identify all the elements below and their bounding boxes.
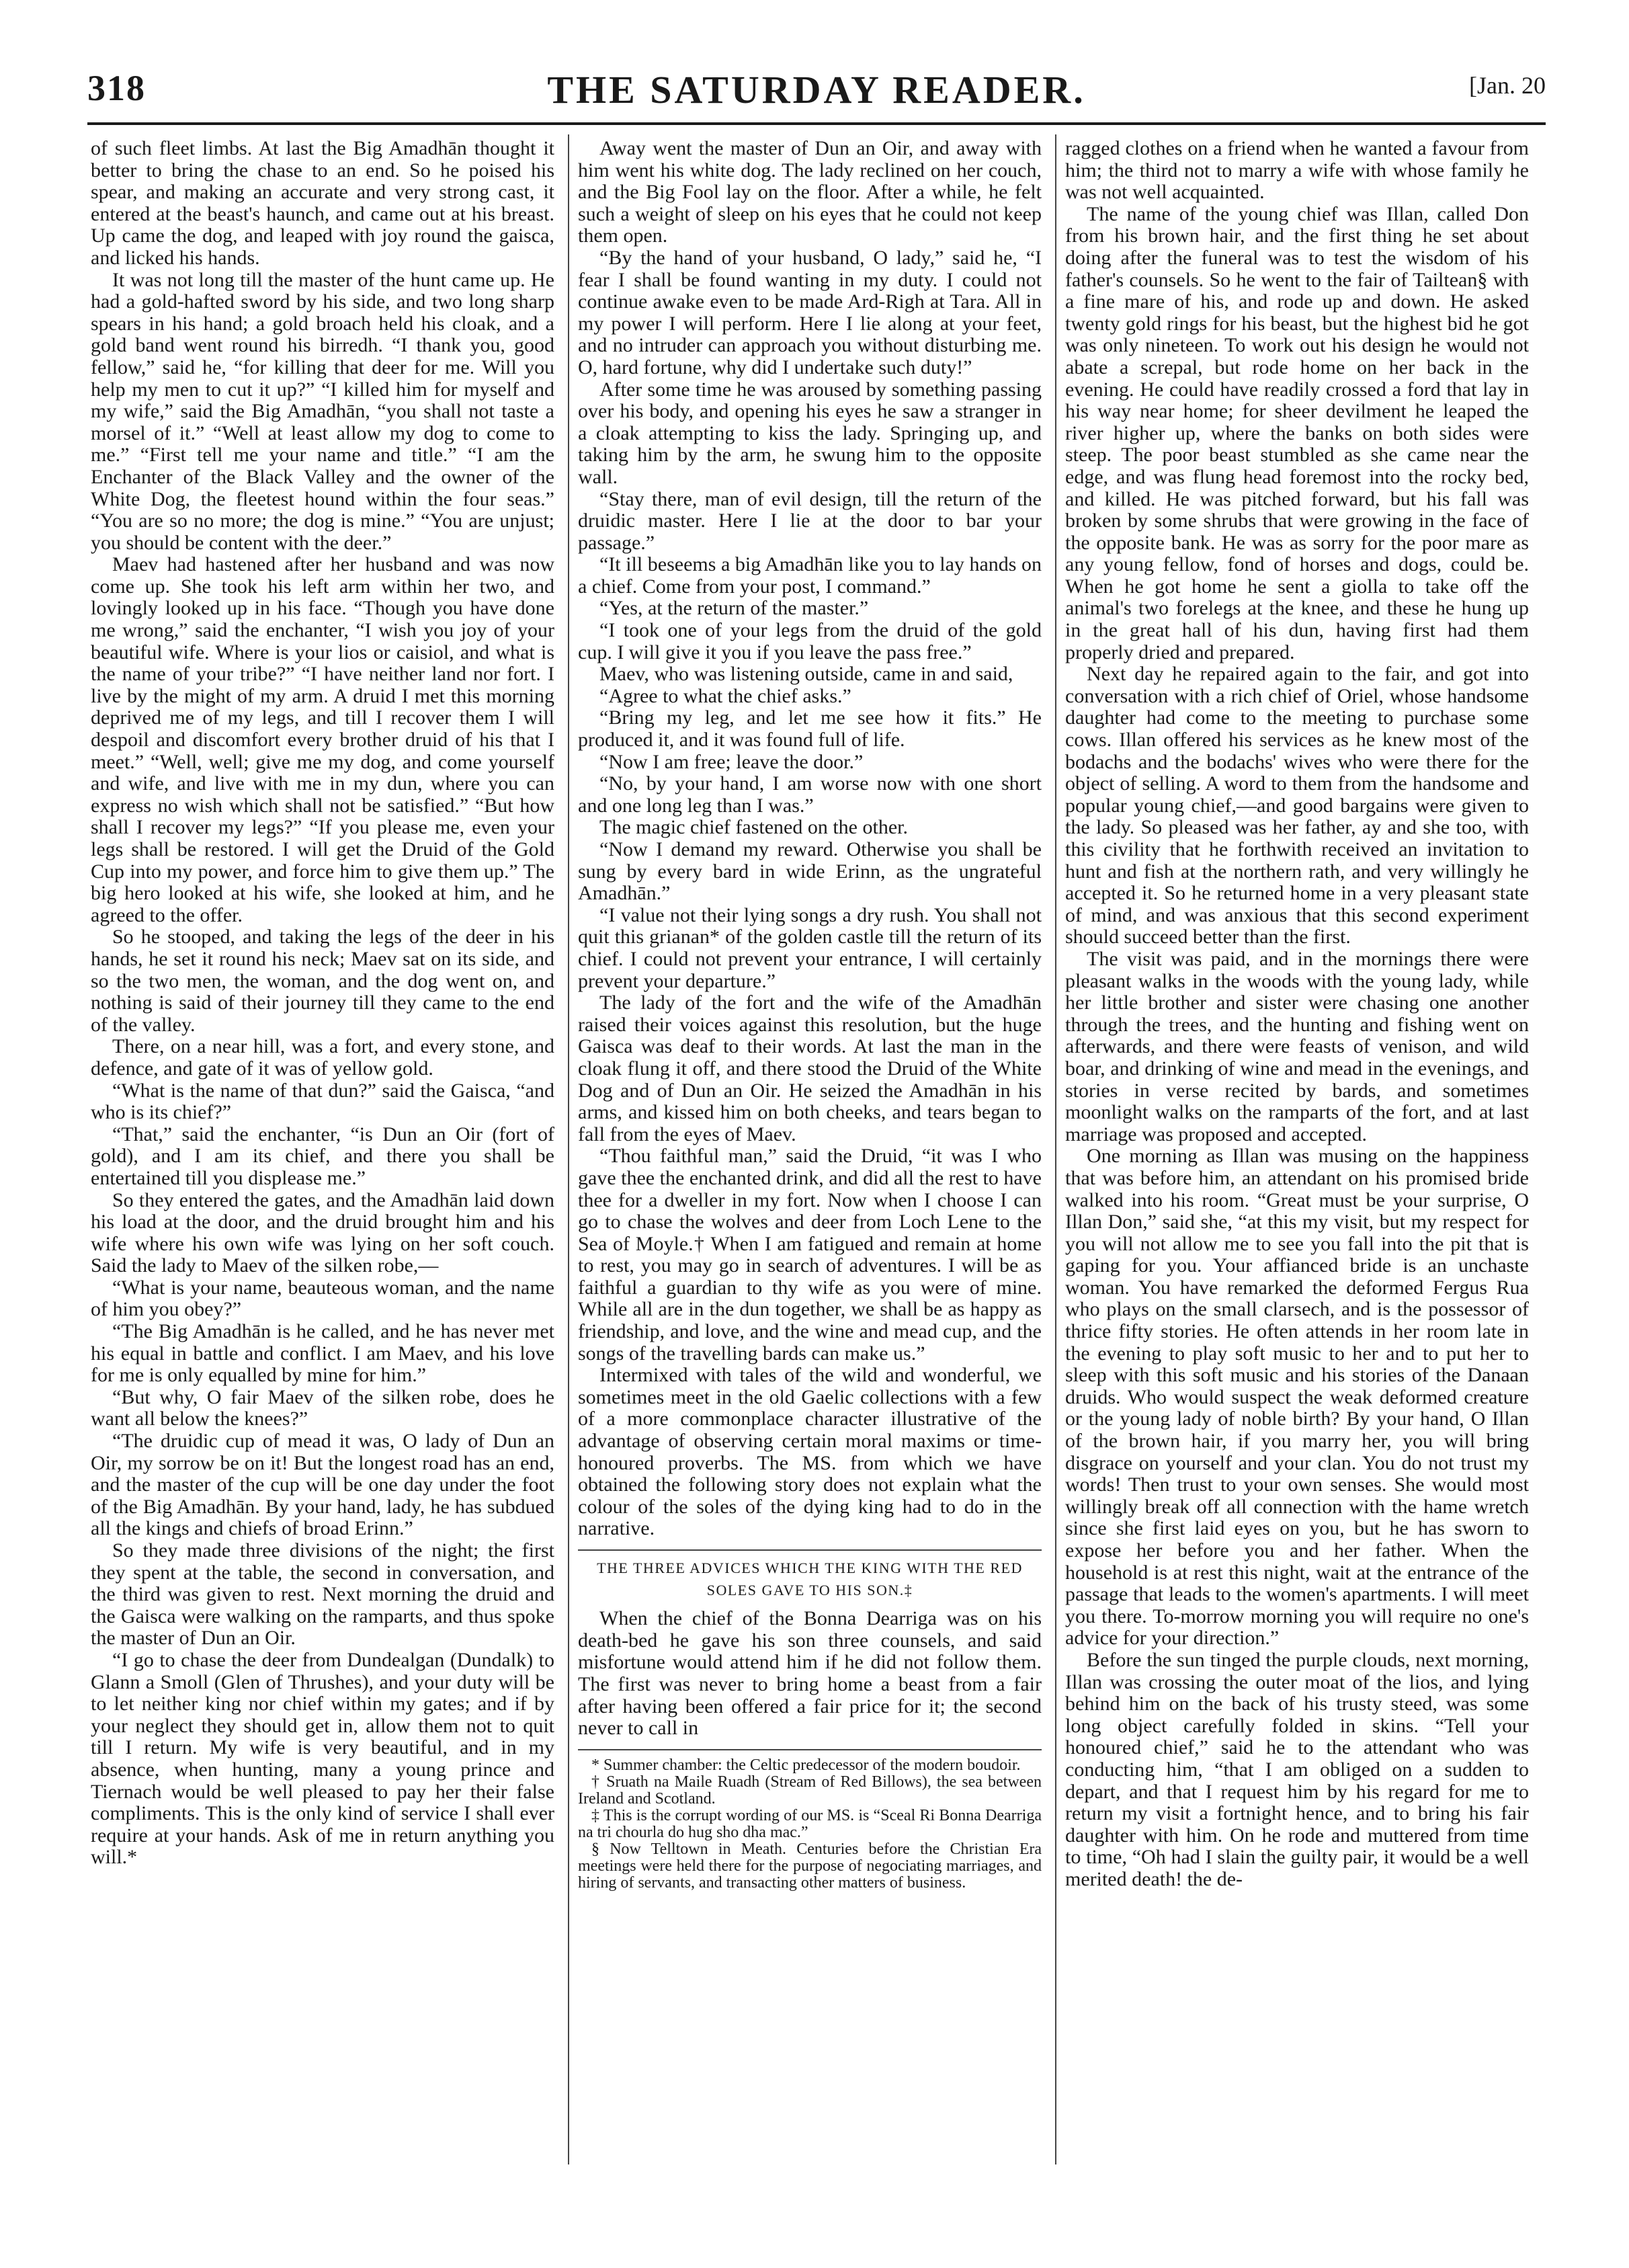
paragraph: “By the hand of your husband, O lady,” said he, “I fear I shall be found wanting in my duty. I could not continue awake even to be made Ard-Righ at Tara. All in my power I will perform. Here I lie along at your feet, and no intruder can approach you without disturbing me. O, hard fortune, why did I undertake such duty!” <box>578 246 1042 378</box>
paragraph: “The druidic cup of mead it was, O lady of Dun an Oir, my sorrow be on it! But the longest road has an end, and the master of the cup will be one day under the foot of the Big Amadhān. By your hand, lady, he has subdued all the kings and chiefs of broad Erinn.” <box>91 1430 554 1540</box>
column-divider <box>568 134 569 2164</box>
paragraph: Next day he repaired again to the fair, and got into conversation with a rich chief of Oriel, whose handsome daughter had come to the meeting to purchase some cows. Illan offered his services as he knew most of the bodachs and the bodachs' wives who were there for the object of selling. A word to them from the handsome and popular young chief,—and good bargains were given to the lady. So pleased was her father, ay and she too, with this civility that he forthwith received an invitation to hunt and fish at the northern rath, and very willingly he accepted it. So he returned home in a very pleasant state of mind, and was anxious that this second experiment should succeed better than the first. <box>1065 663 1529 948</box>
section-rule <box>578 1549 1042 1551</box>
paragraph: “It ill beseems a big Amadhān like you to lay hands on a chief. Come from your post, I command.” <box>578 553 1042 598</box>
footnote: § Now Telltown in Meath. Centuries before the Christian Era meetings were held there for the purpose of negociating marriages, and hiring of servants, and transacting other matters of business. <box>578 1840 1042 1892</box>
paragraph: “I took one of your legs from the druid of the gold cup. I will give it you if you leave the pass free.” <box>578 619 1042 663</box>
paragraph: “Now I demand my reward. Otherwise you shall be sung by every bard in wide Erinn, as the ungrateful Amadhān.” <box>578 838 1042 905</box>
paragraph: So he stooped, and taking the legs of the deer in his hands, he set it round his neck; Maev sat on its side, and so the two men, the woman, and the dog went on, and nothing is said of their journey till they came to the end of the valley. <box>91 926 554 1036</box>
paragraph: “But why, O fair Maev of the silken robe, does he want all below the knees?” <box>91 1385 554 1430</box>
paragraph: Maev, who was listening outside, came in and said, <box>599 663 1013 686</box>
footnote-rule <box>578 1749 1042 1750</box>
paragraph: The magic chief fastened on the other. <box>599 816 908 839</box>
paragraph: Away went the master of Dun an Oir, and away with him went his white dog. The lady reclined on her couch, and the Big Fool lay on the floor. After a while, he felt such a weight of sleep on his eyes that he could not keep them open. <box>578 138 1042 247</box>
paragraph: Intermixed with tales of the wild and wonderful, we sometimes meet in the old Gaelic collections with a few of a more commonplace character illustrative of the advantage of observing certain moral maxims or time-honoured proverbs. The MS. from which we have obtained the following story does not explain what the colour of the soles of the dying king had to do in the narrative. <box>578 1364 1042 1540</box>
paragraph: The name of the young chief was Illan, called Don from his brown hair, and the first thing he set about doing after the funeral was to test the wisdom of his father's counsels. So he went to the fair of Tailtean§ with a fine mare of his, and rode up and down. He asked twenty gold rings for his beast, but the highest bid he got was only nineteen. To work out his design he would not abate a screpal, but rode home on her back in the evening. He could have readily crossed a ford that lay in his way near home; for sheer devilment he leaped the river higher up, where the banks on both sides were steep. The poor beast stumbled as she came near the edge, and was flung head foremost into the rocky bed, and killed. He was pitched forward, but his fall was broken by some shrubs that were growing in the face of the opposite bank. He was as sorry for the poor mare as any young fellow, fond of horses and dogs, could be. When he got home he sent a giolla to take off the animal's two forelegs at the knee, and these he hung up in the great hall of his dun, having first had them properly dried and prepared. <box>1065 202 1529 663</box>
masthead <box>87 67 1546 114</box>
paragraph: After some time he was aroused by something passing over his body, and opening his eyes he saw a stranger in a cloak attempting to kiss the lady. Springing up, and taking him by the arm, he swung him to the opposite wall. <box>578 378 1042 488</box>
column-1 <box>91 138 554 2154</box>
column-divider <box>1055 134 1056 2164</box>
section-heading: THE THREE ADVICES WHICH THE KING WITH THE RED SOLES GAVE TO HIS SON.‡ <box>597 1560 1023 1598</box>
page-number: 318 <box>87 68 146 108</box>
paragraph: The visit was paid, and in the mornings there were pleasant walks in the woods with the young lady, while her little brother and sister were chasing one another through the trees, and the hunting and fishing went on afterwards, and there were feasts of venison, and wild boar, and drinking of wine and mead in the evenings, and stories in verse recited by bards, and sometimes moonlight walks on the ramparts of the fort, and at last marriage was proposed and accepted. <box>1065 947 1529 1145</box>
paragraph: There, on a near hill, was a fort, and every stone, and defence, and gate of it was of yellow gold. <box>91 1035 554 1080</box>
paragraph: “I value not their lying songs a dry rush. You shall not quit this grianan* of the golden castle till the return of its chief. I could not prevent your entrance, I will certainly prevent your departure.” <box>578 903 1042 992</box>
paragraph: “Yes, at the return of the master.” <box>599 597 869 620</box>
header-rule <box>87 122 1546 125</box>
paragraph: “Now I am free; leave the door.” <box>599 750 864 773</box>
paragraph: “The Big Amadhān is he called, and he has never met his equal in battle and conflict. I am Maev, and his love for me is only equalled by mine for him.” <box>91 1320 554 1387</box>
paragraph: “That,” said the enchanter, “is Dun an Oir (fort of gold), and I am its chief, and there you shall be entertained till you displease me.” <box>91 1123 554 1189</box>
paragraph: The lady of the fort and the wife of the Amadhān raised their voices against this resolution, but the huge Gaisca was deaf to their words. At last the man in the cloak flung it off, and there stood the Druid of the White Dog and of Dun an Oir. He seized the Amadhān in his arms, and kissed him on both cheeks, and tears began to fall from the eyes of Maev. <box>578 991 1042 1145</box>
issue-date: [Jan. 20 <box>1469 72 1546 99</box>
paragraph: “Thou faithful man,” said the Druid, “it was I who gave thee the enchanted drink, and did all the rest to have thee for a dweller in my fort. Now when I choose I can go to chase the wolves and deer from Loch Lene to the Sea of Moyle.† When I am fatigued and remain at home to rest, you may go in search of adventures. I will be as faithful a guardian to thy wife as you were of mine. While all are in the dun together, we shall be as happy as friendship, and love, and the wine and mead cup, and the songs of the travelling bards can make us.” <box>578 1145 1042 1365</box>
column-2 <box>578 138 1042 2154</box>
paragraph: One morning as Illan was musing on the happiness that was before him, an attendant on his promised bride walked into his room. “Great must be your surprise, O Illan Don,” said she, “at this my visit, but my respect for you will not allow me to see you fall into the pit that is gaping for you. Your affianced bride is an unchaste woman. You have remarked the deformed Fergus Rua who plays on the small clarsech, and is the possessor of thrice fifty stories. He often attends in her room late in the evening to play soft music to her and to put her to sleep with this soft music and his stories of the Danaan druids. Who would suspect the weak deformed creature or the young lady of noble birth? By your hand, O Illan of the brown hair, if you marry her, you will bring disgrace on yourself and your clan. You do not trust my words! Then trust to your own senses. She would most willingly break off all connection with the hame wretch since she first laid eyes on you, but he has sworn to expose her before you and her father. When the household is at rest this night, wait at the entrance of the passage that leads to the women's apartments. I will meet you there. To-morrow morning you will require no one's advice for your direction.” <box>1065 1145 1529 1650</box>
paragraph: So they made three divisions of the night; the first they spent at the table, the second in conversation, and the third was given to rest. Next morning the druid and the Gaisca were walking on the ramparts, and thus spoke the master of Dun an Oir. <box>91 1539 554 1650</box>
paragraph: So they entered the gates, and the Amadhān laid down his load at the door, and the druid brought him and his wife where his own wife was lying on her soft couch. Said the lady to Maev of the silken robe,— <box>91 1188 554 1277</box>
paragraph: “What is the name of that dun?” said the Gaisca, “and who is its chief?” <box>91 1079 554 1124</box>
publication-title: THE SATURDAY READER. <box>547 68 1086 112</box>
paragraph: of such fleet limbs. At last the Big Amadhān thought it better to bring the chase to an end. So he poised his spear, and making an accurate and very strong cast, it entered at the beast's haunch, and came out at his breast. Up came the dog, and leaped with joy round the gaisca, and licked his hands. <box>91 138 554 269</box>
paragraph: “Bring my leg, and let me see how it fits.” He produced it, and it was found full of life. <box>578 706 1042 752</box>
paragraph: Maev had hastened after her husband and was now come up. She took his left arm within her two, and lovingly looked up in his face. “Though you have done me wrong,” said the enchanter, “I wish you joy of your beautiful wife. Where is your lios or caisiol, and what is the name of your tribe?” “I have neither land nor fort. I live by the might of my arm. A druid I met this morning deprived me of my legs, and till I recover them I will despoil and discomfort every brother druid of his that I meet.” “Well, well; give me my dog, and come yourself and wife, and live with me in my dun, where you can express no wish which shall not be satisfied.” “But how shall I recover my legs?” “If you please me, even your legs shall be restored. I will get the Druid of the Gold Cup into my power, and force him to give them up.” The big hero looked at his wife, she looked at him, and he agreed to the offer. <box>91 553 554 926</box>
column-3 <box>1065 138 1529 2154</box>
footnote: ‡ This is the corrupt wording of our MS. is “Sceal Ri Bonna Dearriga na tri chourla do hug sho dha mac.” <box>578 1806 1042 1841</box>
paragraph: ragged clothes on a friend when he wanted a favour from him; the third not to marry a wife with whose family he was not well acquainted. <box>1065 138 1529 204</box>
paragraph: “Stay there, man of evil design, till the return of the druidic master. Here I lie at the door to bar your passage.” <box>578 487 1042 554</box>
paragraph: When the chief of the Bonna Dearriga was on his death-bed he gave his son three counsels, and said misfortune would attend him if he did not follow them. The first was never to bring home a beast from a fair after having been offered a fair price for it; the second never to call in <box>578 1607 1042 1740</box>
paragraph: “I go to chase the deer from Dundealgan (Dundalk) to Glann a Smoll (Glen of Thrushes), and your duty will be to let neither king nor chief within my gates; and if by your neglect they should get in, allow them not to quit till I return. My wife is very beautiful, and in my absence, when hunting, many a young prince and Tiernach would be well pleased to pay her their false compliments. This is the only kind of service I shall ever require at your hands. Ask of me in return anything you will.* <box>91 1648 554 1869</box>
footnote: * Summer chamber: the Celtic predecessor of the modern boudoir. <box>591 1756 1021 1774</box>
paragraph: “No, by your hand, I am worse now with one short and one long leg than I was.” <box>578 772 1042 817</box>
paragraph: “What is your name, beauteous woman, and the name of him you obey?” <box>91 1276 554 1321</box>
paragraph: Before the sun tinged the purple clouds, next morning, Illan was crossing the outer moat of the lios, and lying behind him on the back of his trusty steed, was some long object carefully folded in skins. “Tell your honoured chief,” said he to the attendant who was conducting him, “that I am obliged on a sudden to depart, and that I request him by his regard for me to return my visit a fortnight hence, and to bring his fair daughter with him. On he rode and muttered from time to time, “Oh had I slain the guilty pair, it would be a well merited death! the de- <box>1065 1648 1529 1890</box>
paragraph: It was not long till the master of the hunt came up. He had a gold-hafted sword by his side, and two long sharp spears in his hand; a gold broach held his cloak, and a gold band went round his birredh. “I thank you, good fellow,” said he, “for killing that deer for me. Will you help my men to cut it up?” “I killed him for myself and my wife,” said the Big Amadhān, “you shall not taste a morsel of it.” “Well at least allow my dog to come to me.” “First tell me your name and title.” “I am the Enchanter of the Black Valley and the owner of the White Dog, the fleetest hound within the four seas.” “You are so no more; the dog is mine.” “You are unjust; you should be content with the deer.” <box>91 268 554 554</box>
paragraph: “Agree to what the chief asks.” <box>599 684 851 707</box>
footnote: † Sruath na Maile Ruadh (Stream of Red Billows), the sea between Ireland and Scotland. <box>578 1773 1042 1808</box>
